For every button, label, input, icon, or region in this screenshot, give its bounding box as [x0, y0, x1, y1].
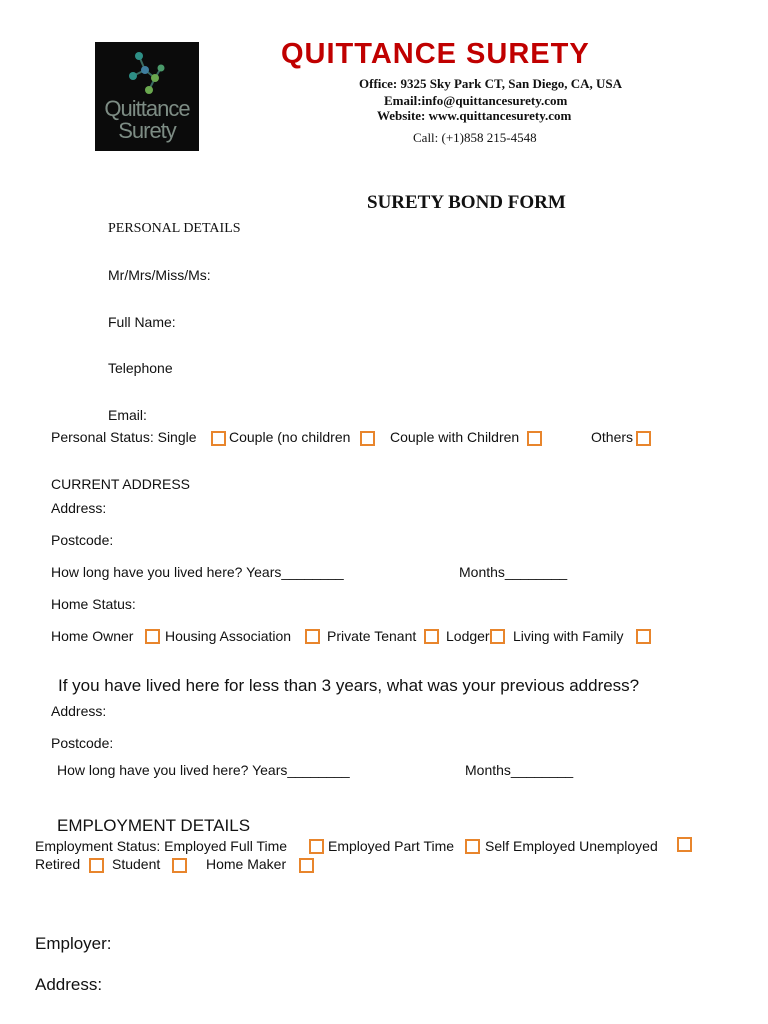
private-tenant-checkbox[interactable] [424, 629, 439, 644]
company-logo [95, 42, 199, 151]
molecule-icon [125, 48, 169, 98]
section-personal-details: PERSONAL DETAILS [108, 221, 241, 236]
part-time-label: Employed Part Time [328, 838, 455, 854]
personal-status-label: Personal Status: Single [51, 429, 197, 445]
living-with-family-label: Living with Family [513, 628, 624, 644]
couple-no-children-checkbox[interactable] [360, 431, 375, 446]
company-email: Email:info@quittancesurety.com [384, 93, 568, 108]
self-employed-unemployed-checkbox[interactable] [677, 837, 692, 852]
housing-association-label: Housing Association [165, 628, 292, 644]
previous-address-question: If you have lived here for less than 3 years, what was your previous address? [58, 676, 640, 695]
self-employed-unemployed-label: Self Employed Unemployed [485, 838, 658, 854]
private-tenant-label: Private Tenant [327, 628, 417, 644]
logo-text: Surety [118, 118, 176, 143]
part-time-checkbox[interactable] [465, 839, 480, 854]
current-months-field: Months________ [459, 564, 568, 580]
previous-postcode-label: Postcode: [51, 735, 114, 751]
previous-address-label: Address: [51, 703, 107, 719]
section-employment-details: EMPLOYMENT DETAILS [57, 816, 251, 835]
company-phone: Call: (+1)858 215-4548 [413, 130, 537, 145]
current-years-field: How long have you lived here? Years________ [51, 564, 344, 580]
housing-association-checkbox[interactable] [305, 629, 320, 644]
employer-label: Employer: [35, 934, 112, 953]
full-name-label: Full Name: [108, 314, 176, 330]
others-checkbox[interactable] [636, 431, 651, 446]
student-label: Student [112, 856, 161, 872]
home-maker-checkbox[interactable] [299, 858, 314, 873]
lodger-label: Lodger [446, 628, 490, 644]
couple-with-children-label: Couple with Children [390, 429, 520, 445]
retired-checkbox[interactable] [89, 858, 104, 873]
previous-years-field: How long have you lived here? Years________ [57, 762, 350, 778]
company-name: QUITTANCE SURETY [281, 38, 590, 70]
employment-status-label: Employment Status: Employed Full Time [35, 838, 288, 854]
home-status-label: Home Status: [51, 596, 136, 612]
company-website: Website: www.quittancesurety.com [377, 108, 572, 123]
home-owner-checkbox[interactable] [145, 629, 160, 644]
employer-address-label: Address: [35, 975, 103, 994]
lodger-checkbox[interactable] [490, 629, 505, 644]
single-checkbox[interactable] [211, 431, 226, 446]
student-checkbox[interactable] [172, 858, 187, 873]
home-owner-label: Home Owner [51, 628, 134, 644]
email-label: Email: [108, 407, 147, 423]
title-field-label: Mr/Mrs/Miss/Ms: [108, 267, 211, 283]
others-label: Others [591, 429, 634, 445]
telephone-label: Telephone [108, 360, 173, 376]
retired-label: Retired [35, 856, 81, 872]
previous-months-field: Months________ [465, 762, 574, 778]
current-address-label: Address: [51, 500, 107, 516]
living-with-family-checkbox[interactable] [636, 629, 651, 644]
couple-with-children-checkbox[interactable] [527, 431, 542, 446]
current-postcode-label: Postcode: [51, 532, 114, 548]
office-address: Office: 9325 Sky Park CT, San Diego, CA, USA [359, 76, 623, 91]
home-maker-label: Home Maker [206, 856, 287, 872]
form-title: SURETY BOND FORM [367, 192, 566, 213]
couple-no-children-label: Couple (no children [229, 429, 351, 445]
logo-text: Quittance [104, 96, 190, 121]
section-current-address: CURRENT ADDRESS [51, 476, 190, 492]
full-time-checkbox[interactable] [309, 839, 324, 854]
